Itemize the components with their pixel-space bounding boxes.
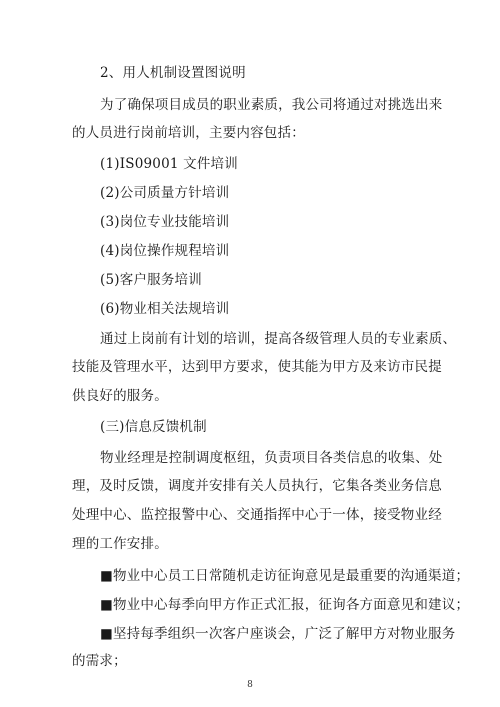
manager-line: 理的工作安排。 [72, 536, 168, 552]
manager-line: 物业经理是控制调度枢纽，负责项目各类信息的收集、处 [100, 450, 443, 466]
training-item: (2)公司质量方针培训 [100, 185, 230, 201]
training-item: (3)岗位专业技能培训 [100, 214, 230, 230]
intro-line: 为了确保项目成员的职业素质，我公司将通过对挑选出来 [100, 97, 443, 113]
training-item: (4)岗位操作规程培训 [100, 243, 230, 259]
manager-line: 处理中心、监控报警中心、交通指挥中心于一体，接受物业经 [72, 507, 442, 523]
summary-line: 技能及管理水平，达到甲方要求，使其能为甲方及来访市民提 [72, 359, 442, 375]
bullet-line: 的需求； [72, 653, 127, 669]
subsection-title: (三)信息反馈机制 [100, 419, 207, 435]
training-item: (5)客户服务培训 [100, 272, 202, 288]
manager-line: 理，及时反馈，调度并安排有关人员执行，它集各类业务信息 [72, 478, 442, 494]
section-title: 2、用人机制设置图说明 [100, 65, 246, 81]
page-number: 8 [247, 680, 253, 690]
bullet-line: ■物业中心每季向甲方作正式汇报，征询各方面意见和建议； [100, 597, 470, 613]
summary-line: 通过上岗前有计划的培训，提高各级管理人员的专业素质、 [100, 331, 457, 347]
training-item: (1)IS09001 文件培训 [100, 156, 238, 172]
training-item: (6)物业相关法规培训 [100, 301, 230, 317]
intro-line: 的人员进行岗前培训，主要内容包括： [72, 125, 305, 141]
bullet-line: ■物业中心员工日常随机走访征询意见是最重要的沟通渠道； [100, 568, 470, 584]
summary-line: 供良好的服务。 [72, 388, 168, 404]
bullet-line: ■坚持每季组织一次客户座谈会，广泛了解甲方对物业服务 [100, 626, 456, 642]
